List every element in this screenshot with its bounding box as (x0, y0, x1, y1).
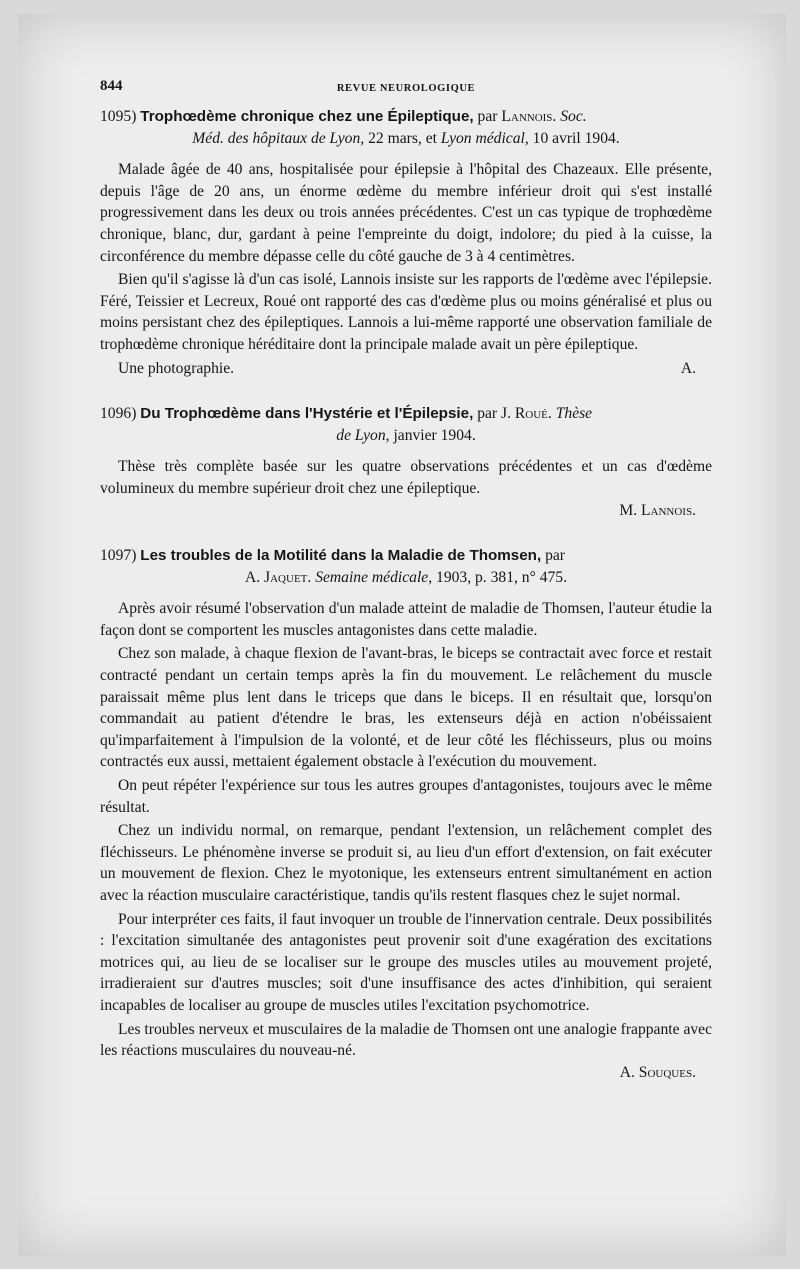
ref-source: Semaine médicale, (315, 568, 433, 586)
entry-1097 (100, 545, 712, 1083)
ref-date: janvier 1904. (393, 426, 476, 444)
ref-author: Roué. (514, 405, 552, 423)
entry-title: Du Trophœdème dans l'Hystérie et l'Épilepsie, (140, 405, 474, 423)
entry-number: 1097) (100, 547, 137, 565)
reference-line (100, 425, 712, 447)
paragraph: Bien qu'il s'agisse là d'un cas isolé, Lannois insiste sur les rapports de l'œdème avec l'épilepsie. Féré, Teissier et Lecreux, Roué ont rapporté des cas d'œdème plus ou moins généralisé et plus ou moins persistant chez des épileptiques. Lannois a lui-même rapporté une observation familiale de trophœdème chronique héréditaire dont la principale malade avait un père épileptique. (100, 271, 712, 353)
entry-heading (100, 106, 712, 128)
ref-author: Lannois. (501, 108, 557, 125)
ref-source-2: Lyon médical, (440, 129, 529, 147)
closing-text: Une photographie. (118, 359, 235, 377)
closing-line (100, 358, 712, 380)
running-head (100, 76, 712, 106)
journal-name: REVUE NEUROLOGIQUE (336, 83, 476, 94)
ref-date-2: 10 avril 1904. (532, 129, 620, 147)
ref-society: Soc. (560, 108, 587, 125)
ref-by: par (545, 547, 565, 565)
page-content (100, 76, 712, 1083)
entry-number: 1095) (100, 108, 137, 125)
paragraph: Pour interpréter ces faits, il faut invoquer un trouble de l'innervation centrale. Deux possibilités : l'excitation simultanée des antagonistes peut provenir soit d'une exagération des excitations motrices qui, au lieu de se localiser sur le groupe des muscles utiles au mouvement projeté, irradieraient sur d'autres muscles; soit d'une insuffisance des actes d'inhibition, qui seraient incapables de localiser au groupe de muscles utiles l'excitation psychomotrice. (100, 910, 712, 1014)
paragraph: Malade âgée de 40 ans, hospitalisée pour épilepsie à l'hôpital des Chazeaux. Elle présente, depuis l'âge de 20 ans, un énorme œdème du membre inférieur droit qui s'est installé progressivement dans les deux ou trois années précédentes. C'est un cas typique de trophœdème chronique, blanc, dur, gardant à peine l'empreinte du doigt, indolore; du pied à la cuisse, la circonférence du membre dépasse celle du côté gauche de 3 à 4 centimètres. (100, 161, 712, 265)
page-sheet (18, 14, 786, 1256)
paragraph: Les troubles nerveux et musculaires de la maladie de Thomsen ont une analogie frappante avec les réactions musculaires du nouveau-né. (100, 1020, 712, 1060)
reference-line (100, 567, 712, 589)
ref-date: 22 mars, et (368, 129, 437, 147)
paragraph: Après avoir résumé l'observation d'un malade atteint de maladie de Thomsen, l'auteur étudie la façon dont se comportent les muscles antagonistes dans cette maladie. (100, 600, 712, 639)
entry-heading (100, 403, 712, 425)
entry-title: Les troubles de la Motilité dans la Maladie de Thomsen, (140, 547, 542, 565)
paragraph: Chez un individu normal, on remarque, pendant l'extension, un relâchement complet des fléchisseurs. Le phénomène inverse se produit si, au lieu d'un effort d'extension, on fait exécuter un mouvement de flexion. Chez le myotonique, les extenseurs entrent simultanément en action avec la réaction musculaire caractéristique, tandis qu'ils restent flasques chez le sujet normal. (100, 822, 712, 904)
entry-number: 1096) (100, 405, 137, 423)
paragraph: Chez son malade, à chaque flexion de l'avant-bras, le biceps se contractait avec force et restait contracté pendant un certain temps après la fin du mouvement. Le relâchement du muscle paraissait même plus lent dans le triceps que dans le biceps. Il en résultait que, lorsqu'on commandait au patient d'étendre le bras, les extenseurs déjà en action n'obéissaient qu'imparfaitement à l'impulsion de la volonté, et de leur côté les fléchisseurs, plus ou moins contractés eux aussi, mettaient également obstacle à l'exécution du mouvement. (100, 645, 712, 771)
entry-1095 (100, 106, 712, 379)
ref-by: par J. (477, 405, 511, 423)
ref-source: de Lyon, (336, 426, 390, 444)
paragraph: Thèse très complète basée sur les quatre observations précédentes et un cas d'œdème volumineux du membre supérieur droit chez une épileptique. (100, 458, 712, 497)
signature: A. (680, 359, 696, 377)
paragraph: On peut répéter l'expérience sur tous les autres groupes d'antagonistes, toujours avec le même résultat. (100, 777, 712, 816)
reference-line (100, 128, 712, 150)
page-number: 844 (100, 78, 123, 94)
signature: A. Souques. (619, 1063, 696, 1081)
signature: M. Lannois. (619, 501, 696, 519)
entry-1096 (100, 403, 712, 521)
entry-heading (100, 545, 712, 567)
ref-date: 1903, p. 381, n° 475. (436, 568, 568, 586)
ref-these: Thèse (555, 405, 593, 423)
entry-title: Trophœdème chronique chez une Épileptique, (140, 108, 474, 125)
ref-by: par (477, 108, 498, 125)
ref-source: Méd. des hôpitaux de Lyon, (192, 129, 365, 147)
ref-author: A. Jaquet. (244, 568, 312, 586)
